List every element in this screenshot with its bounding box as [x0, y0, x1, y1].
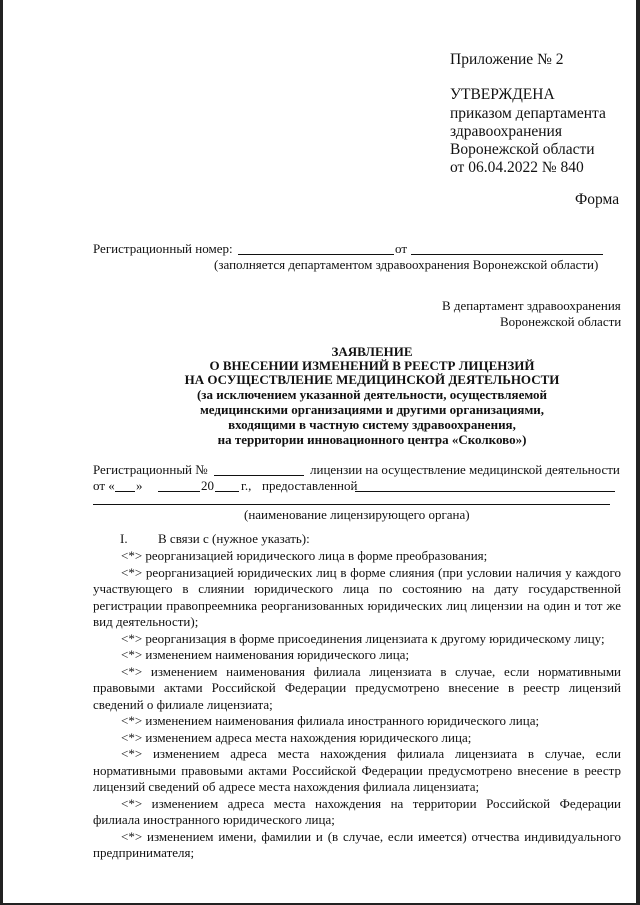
license-year-suffix: г., — [241, 478, 252, 493]
title-line-5: медицинскими организациями и другими организациями, — [199, 402, 545, 417]
section-intro: В связи с (нужное указать): — [158, 531, 310, 546]
licensing-authority-field-line-2[interactable] — [93, 504, 610, 505]
license-number-field[interactable] — [214, 475, 304, 476]
license-date-close: » — [136, 478, 143, 493]
licensing-authority-field[interactable] — [355, 491, 615, 492]
appendix-label: Приложение № 2 — [450, 51, 564, 68]
registration-number-label: Регистрационный номер: — [93, 241, 233, 256]
option-item: <*> реорганизацией юридического лица в форме преобразования; — [121, 548, 488, 563]
addressee-line-2: Воронежской области — [500, 314, 622, 329]
approval-line-2: здравоохранения — [450, 123, 562, 140]
option-item: <*> изменением имени, фамилии и (в случае, если имеется) отчества индивидуального предпринимателя; — [93, 828, 621, 860]
registration-date-field[interactable] — [411, 254, 603, 255]
title-line-6: входящими в частную систему здравоохранения, — [228, 417, 516, 432]
approval-line-1: приказом департамента — [450, 105, 606, 122]
form-label: Форма — [575, 191, 620, 208]
license-day-field[interactable] — [115, 491, 135, 492]
option-item: <*> изменением адреса места нахождения филиала лицензиата в случае, если нормативными правовыми актами Российской Федерации предусмотрено внесение в реестр лицензий сведений об адресе места нахождения филиала лицензиата; — [93, 746, 621, 794]
registration-note: (заполняется департаментом здравоохранения Воронежской области) — [214, 257, 599, 272]
license-year-field[interactable] — [215, 491, 239, 492]
option-item: <*> реорганизация в форме присоединения лицензиата к другому юридическому лицу; — [121, 630, 605, 646]
page-border-left — [0, 0, 3, 905]
title-line-4: (за исключением указанной деятельности, осуществляемой — [196, 387, 548, 402]
license-date-open: от « — [93, 478, 115, 493]
page-border-right — [636, 0, 640, 905]
section-items — [93, 548, 621, 862]
license-year-prefix: 20 — [201, 478, 214, 493]
approval-line-3: Воронежской области — [450, 141, 595, 158]
license-granted-label: предоставленной — [262, 478, 358, 493]
approval-line-4: от 06.04.2022 № 840 — [450, 159, 584, 176]
title-line-7: на территории инновационного центра «Сколково») — [217, 432, 527, 447]
addressee-line-1: В департамент здравоохранения — [442, 298, 621, 313]
title-line-2: О ВНЕСЕНИИ ИЗМЕНЕНИЙ В РЕЕСТР ЛИЦЕНЗИЙ — [209, 358, 535, 373]
section-number: I. — [120, 531, 128, 546]
option-item: <*> реорганизацией юридических лиц в форме слияния (при условии наличия у каждого участвующего в слиянии юридического лица по состоянию на дату государственной регистрации правопреемника реорганизованных юридических лиц лицензии на один и тот же вид деятельности); — [93, 564, 621, 629]
registration-from-label: от — [395, 241, 408, 256]
option-item: <*> изменением наименования филиала иностранного юридического лица; — [121, 713, 540, 728]
title-line-1: ЗАЯВЛЕНИЕ — [331, 344, 413, 359]
option-item: <*> изменением наименования юридического лица; — [121, 647, 410, 662]
option-item: <*> изменением адреса места нахождения на территории Российской Федерации филиала иностранного юридического лица; — [93, 795, 621, 827]
license-reg-label: Регистрационный № — [93, 462, 208, 477]
registration-number-field[interactable] — [238, 254, 394, 255]
option-item: <*> изменением наименования филиала лицензиата в случае, если нормативными правовыми актами Российской Федерации предусмотрено внесение в реестр лицензий сведений о филиале лицензиата; — [93, 663, 621, 712]
licensing-authority-note: (наименование лицензирующего органа) — [244, 507, 470, 522]
license-month-field[interactable] — [158, 491, 200, 492]
title-line-3: НА ОСУЩЕСТВЛЕНИЕ МЕДИЦИНСКОЙ ДЕЯТЕЛЬНОСТИ — [184, 372, 560, 387]
option-item: <*> изменением адреса места нахождения юридического лица; — [121, 729, 472, 745]
license-reg-tail: лицензии на осуществление медицинской деятельности — [310, 462, 620, 477]
approved-label: УТВЕРЖДЕНА — [450, 86, 555, 103]
